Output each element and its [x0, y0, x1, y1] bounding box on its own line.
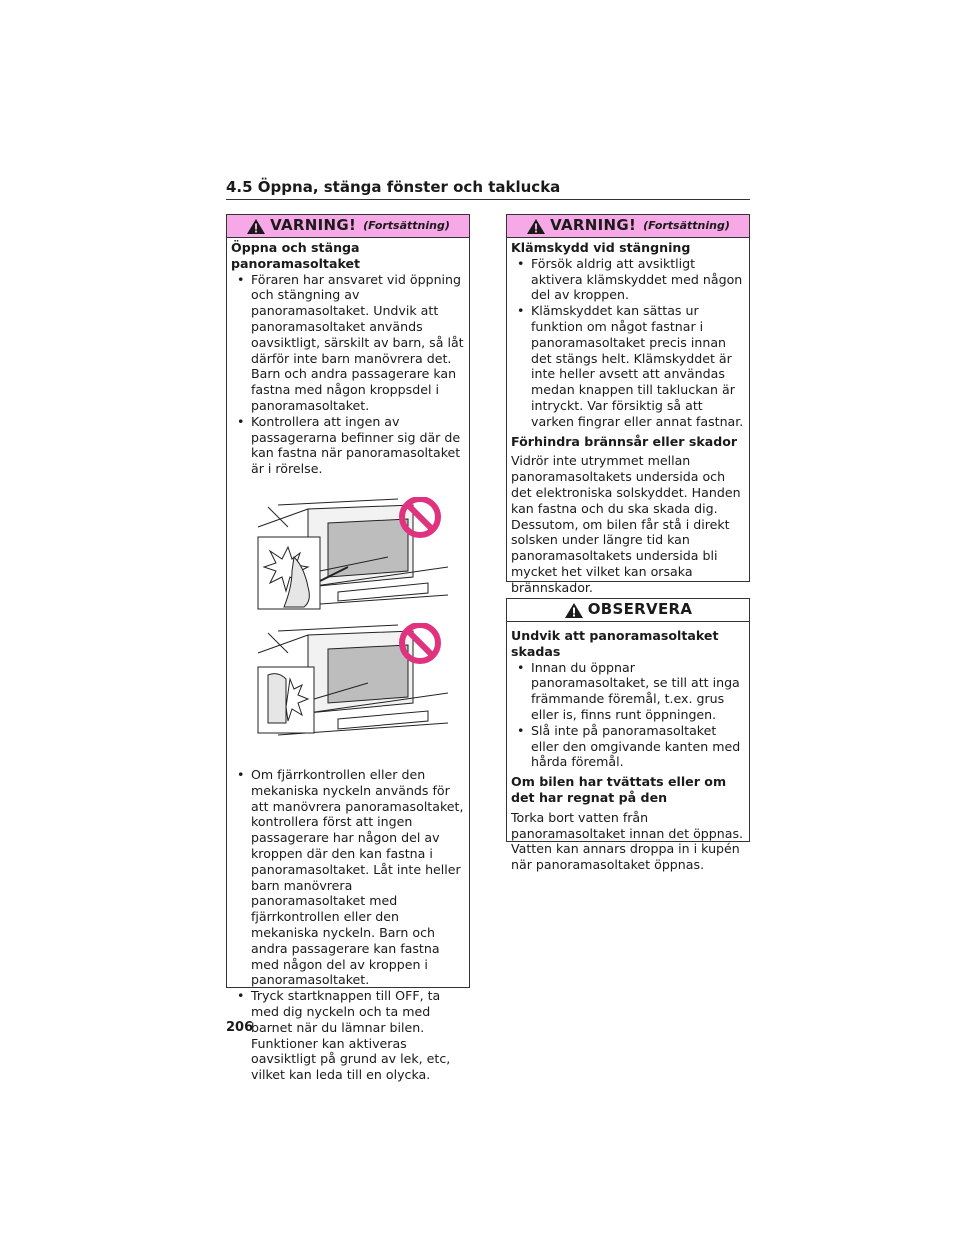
- bullet-list: [231, 272, 465, 477]
- list-item: • Tryck startknappen till OFF, ta med dig nyckeln och ta med barnet när du lämnar bilen. Funktioner kan aktiveras oavsiktligt på grund av lek, etc, vilket kan leda till en olycka.: [231, 988, 465, 1083]
- bullet-list: [231, 767, 465, 1083]
- notice-box: [506, 598, 750, 873]
- section-header: 4.5 Öppna, stänga fönster och taklucka: [226, 178, 561, 196]
- warning-triangle-icon: [564, 602, 584, 619]
- list-item: • Föraren har ansvaret vid öppning och stängning av panoramasoltaket. Undvik att panoramasoltaket används oavsiktligt, särskilt av barn, så låt därför inte barn manövrera det. Barn och andra passagerare kan fastna med någon kroppsdel i panoramasoltaket.: [231, 272, 465, 414]
- sunroof-illustration-hand: [248, 497, 448, 619]
- notice-title: OBSERVERA: [587, 600, 693, 619]
- notice-header: [507, 599, 749, 622]
- section-heading: Undvik att panoramasoltaket skadas: [511, 628, 719, 659]
- list-item: • Klämskyddet kan sättas ur funktion om något fastnar i panoramasoltaket precis innan det stängs helt. Klämskyddet är inte heller avsett att användas medan knappen till takluckan är intryckt. Var försiktig så att varken fingrar eller annat fastnar.: [511, 303, 745, 429]
- warning-header: [227, 215, 469, 238]
- warning-triangle-icon: [246, 218, 266, 235]
- list-item: • Kontrollera att ingen av passagerarna befinner sig där de kan fastna när panoramasoltaket är i rörelse.: [231, 414, 465, 477]
- paragraph: Vidrör inte utrymmet mellan panoramasoltakets undersida och det elektroniska solskyddet. Handen kan fastna och du ska skada dig. Dessutom, om bilen får stå i direkt solsken under längre tid kan panoramasoltakets undersida bli mycket het vilket kan orsaka brännskador.: [511, 453, 741, 595]
- section-heading: Öppna och stänga panoramasoltaket: [231, 240, 361, 271]
- warning-continued: (Fortsättning): [363, 219, 450, 233]
- sunroof-illustration-head: [248, 623, 448, 745]
- bullet-list: [511, 660, 745, 771]
- warning-title: VARNING!: [550, 216, 637, 235]
- right-warning-box: [506, 214, 750, 595]
- list-item: • Slå inte på panoramasoltaket eller den omgivande kanten med hårda föremål.: [511, 723, 745, 770]
- warning-continued: (Fortsättning): [643, 219, 730, 233]
- list-item: • Försök aldrig att avsiktligt aktivera klämskyddet med någon del av kroppen.: [511, 256, 745, 303]
- header-rule: [226, 199, 750, 200]
- page-number: 206: [226, 1020, 254, 1035]
- section-heading: Om bilen har tvättats eller om det har regnat på den: [511, 774, 727, 805]
- warning-header: [507, 215, 749, 238]
- list-item: • Innan du öppnar panoramasoltaket, se till att inga främmande föremål, t.ex. grus eller is, finns runt öppningen.: [511, 660, 745, 723]
- paragraph: Torka bort vatten från panoramasoltaket innan det öppnas. Vatten kan annars droppa in i kupén när panoramasoltaket öppnas.: [511, 809, 744, 873]
- bullet-list: [511, 256, 745, 430]
- warning-triangle-icon: [526, 218, 546, 235]
- warning-title: VARNING!: [270, 216, 357, 235]
- list-item: • Om fjärrkontrollen eller den mekaniska nyckeln används för att manövrera panoramasoltaket, kontrollera först att ingen passagerare har någon del av kroppen där den kan fastna i panoramasoltaket. Låt inte heller barn manövrera panoramasoltaket med fjärrkontrollen eller den mekaniska nyckeln. Barn och andra passagerare kan fastna med någon del av kroppen i panoramasoltaket.: [231, 767, 465, 988]
- section-heading: Förhindra brännsår eller skador: [511, 433, 738, 449]
- section-heading: Klämskydd vid stängning: [511, 240, 691, 255]
